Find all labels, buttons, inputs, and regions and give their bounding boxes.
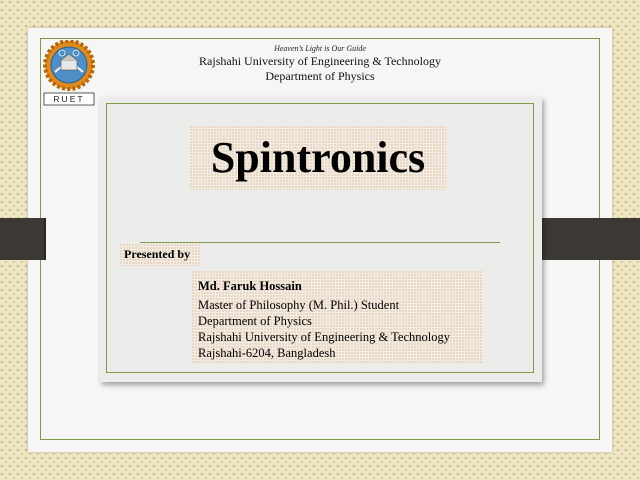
left-dark-band bbox=[0, 218, 46, 260]
presenter-address: Rajshahi-6204, Bangladesh bbox=[198, 346, 336, 360]
slide-title: Spintronics bbox=[210, 133, 426, 182]
presented-by-label: Presented by bbox=[124, 247, 191, 261]
department-name: Department of Physics bbox=[265, 69, 375, 83]
presenter-university: Rajshahi University of Engineering & Technology bbox=[198, 330, 450, 344]
divider-line bbox=[140, 242, 500, 243]
logo-text: RUET bbox=[53, 94, 85, 104]
presenter-department: Department of Physics bbox=[198, 314, 312, 328]
presenter-degree: Master of Philosophy (M. Phil.) Student bbox=[198, 298, 400, 312]
university-name: Rajshahi University of Engineering & Technology bbox=[199, 54, 441, 68]
title-box bbox=[190, 126, 446, 190]
presenter-name: Md. Faruk Hossain bbox=[198, 279, 302, 293]
university-motto: Heaven’s Light is Our Guide bbox=[274, 44, 366, 53]
